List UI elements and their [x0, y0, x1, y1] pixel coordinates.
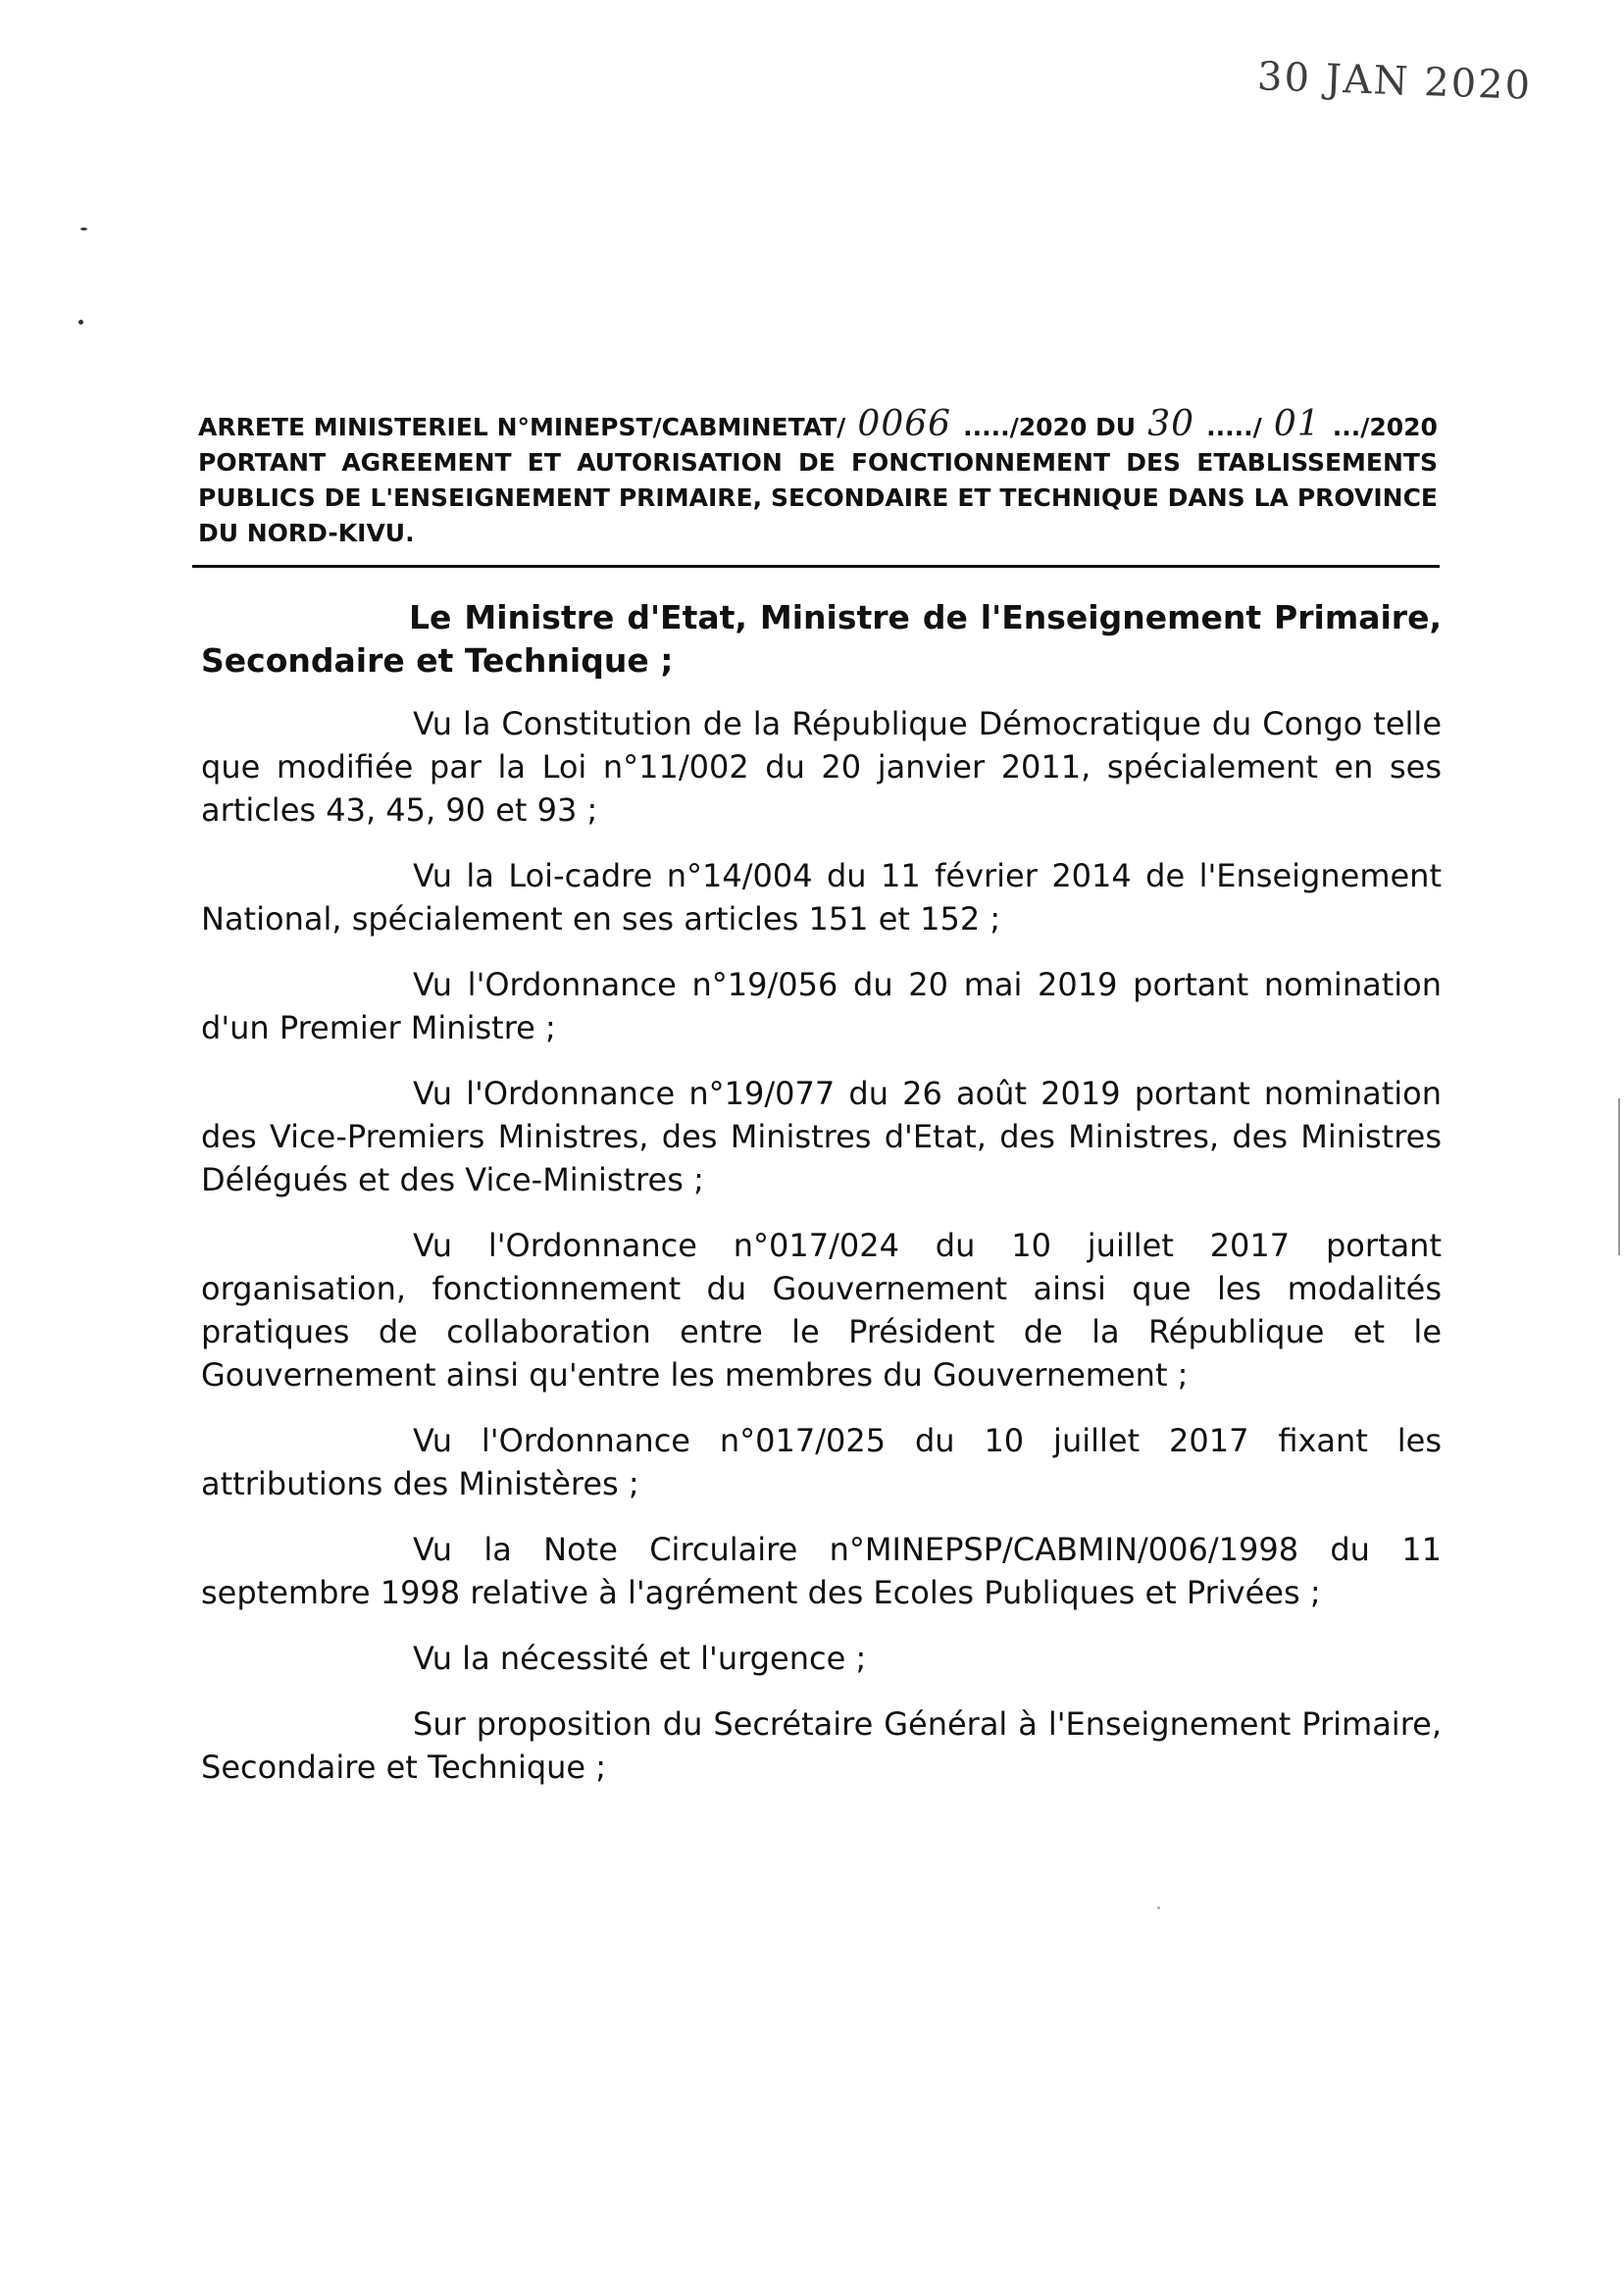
scan-speck: [1157, 1906, 1160, 1909]
header-divider: [192, 565, 1440, 568]
considerant-paragraph: Vu la Note Circulaire n°MINEPSP/CABMIN/006/1998 du 11 septembre 1998 relative à l'agrément des Ecoles Publiques et Privées ;: [201, 1531, 1442, 1611]
scan-edge-mark: [1618, 1098, 1620, 1255]
considerant-paragraph: Vu l'Ordonnance n°017/024 du 10 juillet 2017 portant organisation, fonctionnement du Gouvernement ainsi que les modalités pratiques de collaboration entre le Président de la République et le Gouvernement ainsi qu'entre les membres du Gouvernement ;: [201, 1227, 1442, 1394]
scan-speck: [80, 228, 87, 230]
decree-subject: PORTANT AGREEMENT ET AUTORISATION DE FONCTIONNEMENT DES ETABLISSEMENTS PUBLICS DE L'ENSEIGNEMENT PRIMAIRE, SECONDAIRE ET TECHNIQUE DANS LA PROVINCE DU NORD-KIVU.: [198, 448, 1438, 547]
considerant-paragraph: Vu la Loi-cadre n°14/004 du 11 février 2014 de l'Enseignement National, spécialement en ses articles 151 et 152 ;: [201, 857, 1442, 938]
considerant-paragraph: Vu l'Ordonnance n°19/056 du 20 mai 2019 portant nomination d'un Premier Ministre ;: [201, 966, 1442, 1046]
decree-body: [201, 596, 1442, 1811]
decree-reference-prefix: ARRETE MINISTERIEL N°MINEPST/CABMINETAT/: [198, 413, 846, 441]
scan-speck: [78, 320, 83, 325]
considerant-paragraph: Sur proposition du Secrétaire Général à l'Enseignement Primaire, Secondaire et Technique ;: [201, 1705, 1442, 1786]
decree-reference-line: [198, 404, 1438, 445]
decree-header: [198, 404, 1438, 551]
decree-month-handwritten: 01: [1273, 404, 1321, 444]
considerant-paragraph: Vu l'Ordonnance n°017/025 du 10 juillet 2017 fixant les attributions des Ministères ;: [201, 1422, 1442, 1502]
decree-day-handwritten: 30: [1147, 404, 1194, 444]
decree-reference-suffix: .../2020: [1332, 413, 1438, 441]
decree-number-handwritten: 0066: [857, 404, 952, 444]
date-stamp: 30 JAN 2020: [1256, 54, 1533, 109]
considerant-paragraph: Vu la Constitution de la République Démocratique du Congo telle que modifiée par la Loi n°11/002 du 20 janvier 2011, spécialement en ses articles 43, 45, 90 et 93 ;: [201, 705, 1442, 829]
decree-reference-mid: ...../2020 DU: [963, 413, 1137, 441]
considerant-paragraph: Vu la nécessité et l'urgence ;: [413, 1640, 867, 1677]
decree-date-separator: ...../: [1206, 413, 1262, 441]
considerant-paragraph: Vu l'Ordonnance n°19/077 du 26 août 2019 portant nomination des Vice-Premiers Ministres, des Ministres d'Etat, des Ministres, des Ministres Délégués et des Vice-Ministres ;: [201, 1075, 1442, 1198]
minister-title: Le Ministre d'Etat, Ministre de l'Enseignement Primaire, Secondaire et Technique ;: [201, 598, 1442, 680]
